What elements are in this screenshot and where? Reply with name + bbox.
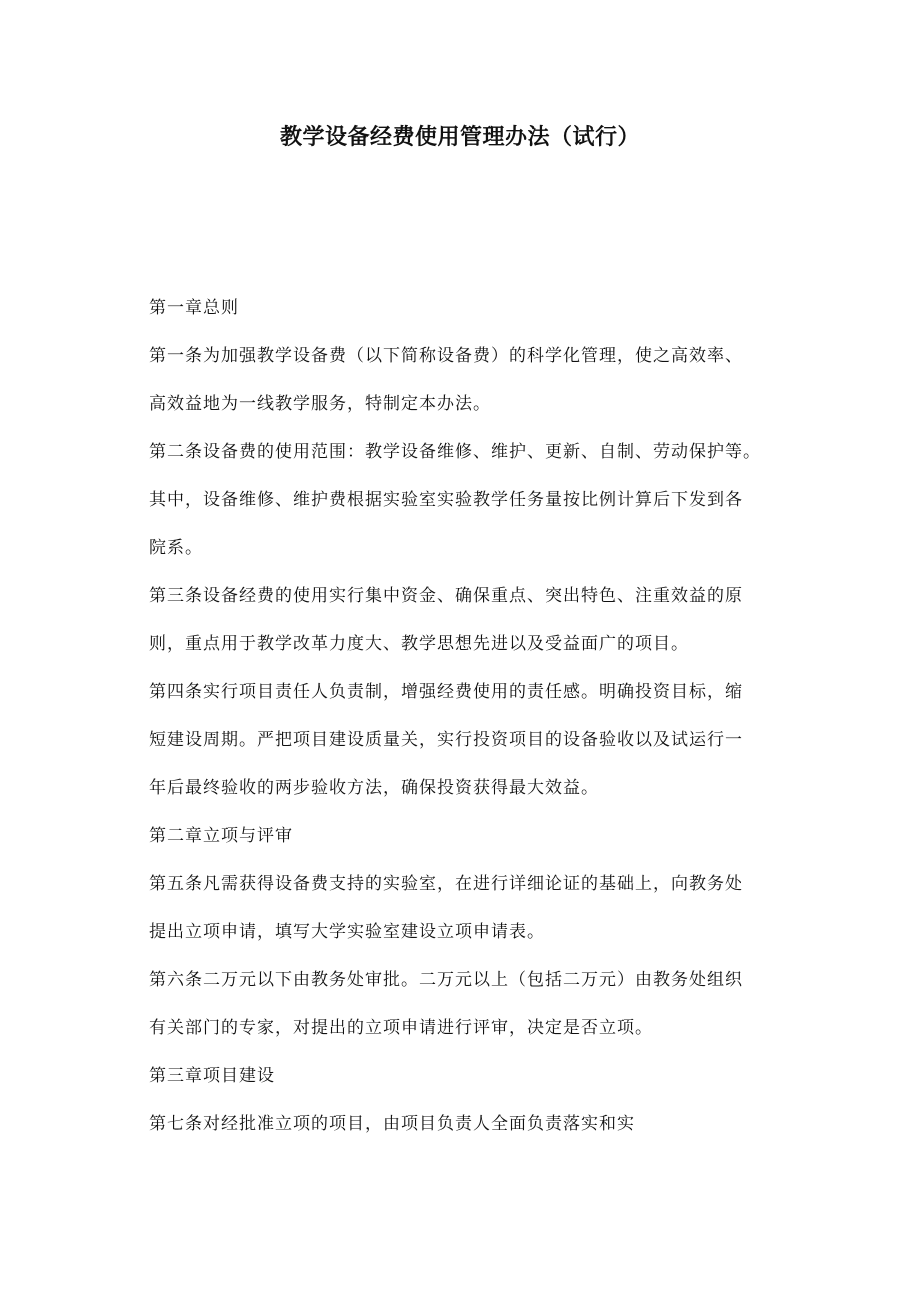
paragraph-line: 第二条设备费的使用范围：教学设备维修、维护、更新、自制、劳动保护等。 (149, 442, 761, 462)
paragraph-line: 第四条实行项目责任人负责制，增强经费使用的责任感。明确投资目标，缩 (149, 682, 743, 702)
chapter-heading: 第一章总则 (149, 298, 239, 318)
paragraph-line: 第六条二万元以下由教务处审批。二万元以上（包括二万元）由教务处组织 (149, 970, 743, 990)
paragraph-line: 提出立项申请，填写大学实验室建设立项申请表。 (149, 922, 545, 942)
paragraph-line: 院系。 (149, 538, 203, 558)
paragraph-line: 高效益地为一线教学服务，特制定本办法。 (149, 394, 491, 414)
chapter-heading: 第三章项目建设 (149, 1066, 275, 1086)
paragraph-line: 有关部门的专家，对提出的立项申请进行评审，决定是否立项。 (149, 1018, 653, 1038)
paragraph-line: 则，重点用于教学改革力度大、教学思想先进以及受益面广的项目。 (149, 634, 689, 654)
paragraph-line: 短建设周期。严把项目建设质量关，实行投资项目的设备验收以及试运行一 (149, 730, 743, 750)
paragraph-line: 第三条设备经费的使用实行集中资金、确保重点、突出特色、注重效益的原 (149, 586, 743, 606)
paragraph-line: 第一条为加强教学设备费（以下简称设备费）的科学化管理，使之高效率、 (149, 346, 743, 366)
paragraph-line: 其中，设备维修、维护费根据实验室实验教学任务量按比例计算后下发到各 (149, 490, 743, 510)
paragraph-line: 第五条凡需获得设备费支持的实验室，在进行详细论证的基础上，向教务处 (149, 874, 743, 894)
document-title: 教学设备经费使用管理办法（试行） (279, 125, 640, 150)
paragraph-line: 第七条对经批准立项的项目，由项目负责人全面负责落实和实 (149, 1114, 635, 1134)
document-body (149, 284, 789, 1148)
paragraph-line: 年后最终验收的两步验收方法，确保投资获得最大效益。 (149, 778, 599, 798)
chapter-heading: 第二章立项与评审 (149, 826, 293, 846)
